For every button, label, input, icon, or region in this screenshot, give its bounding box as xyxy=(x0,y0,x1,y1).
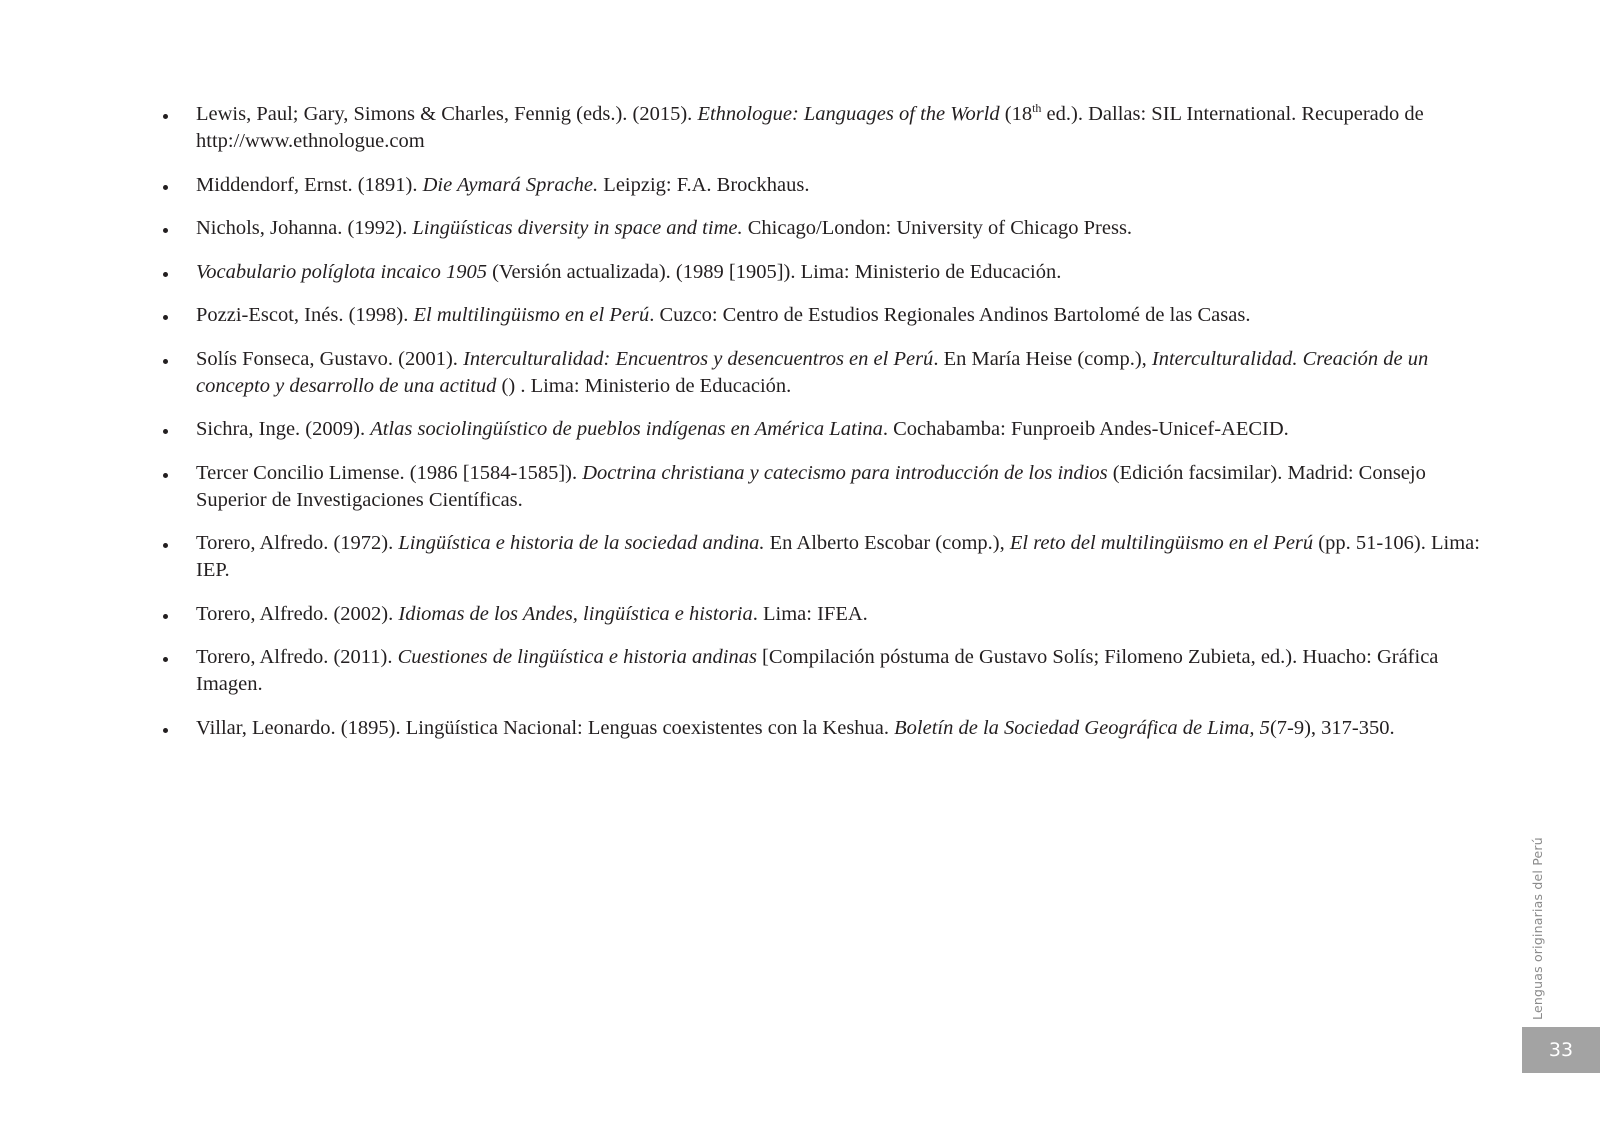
reference-text: . Lima: IFEA. xyxy=(752,602,868,625)
reference-text: . Cochabamba: Funproeib Andes-Unicef-AECID. xyxy=(882,418,1289,440)
reference-title-italic: El reto del multilingüismo en el Perú xyxy=(1009,532,1314,554)
reference-text: Torero, Alfredo. (2002). xyxy=(196,602,399,625)
reference-item xyxy=(158,302,1490,329)
reference-item xyxy=(158,101,1490,155)
reference-item xyxy=(158,215,1490,242)
reference-text: En Alberto Escobar (comp.), xyxy=(764,532,1010,554)
superscript-text: th xyxy=(1032,101,1042,116)
reference-item xyxy=(158,715,1490,742)
reference-text: Chicago/London: University of Chicago Press. xyxy=(742,217,1133,239)
reference-item xyxy=(158,346,1490,400)
reference-text: (18 xyxy=(999,103,1033,125)
reference-text: Torero, Alfredo. (2011). xyxy=(196,646,398,668)
reference-item xyxy=(158,172,1490,199)
reference-text: (Edición facsimilar). Madrid: Consejo Superior de Investigaciones Científicas. xyxy=(196,461,1426,511)
reference-list xyxy=(158,101,1490,758)
reference-title-italic: Cuestiones de lingüística e historia andinas xyxy=(397,646,757,668)
reference-text: Nichols, Johanna. (1992). xyxy=(196,217,413,239)
reference-text: (pp. 51-106). Lima: IEP. xyxy=(196,532,1480,581)
reference-title-italic: Atlas sociolingüístico de pueblos indígenas en América Latina xyxy=(370,418,883,440)
reference-title-italic: Lingüísticas diversity in space and time. xyxy=(412,217,743,239)
reference-text: Tercer Concilio Limense. (1986 [1584-1585]). xyxy=(196,461,583,484)
reference-item xyxy=(158,259,1490,286)
reference-text: Villar, Leonardo. (1895). Lingüística Nacional: Lenguas coexistentes con la Keshua. xyxy=(196,716,895,739)
reference-text: . Cuzco: Centro de Estudios Regionales Andinos Bartolomé de las Casas. xyxy=(649,304,1251,326)
reference-text: ed.). Dallas: SIL International. Recuperado de http://www.ethnologue.com xyxy=(196,103,1424,152)
reference-text: [Compilación póstuma de Gustavo Solís; Filomeno Zubieta, ed.). Huacho: Gráfica Imagen. xyxy=(196,646,1439,695)
reference-text: Solís Fonseca, Gustavo. (2001). xyxy=(196,347,464,370)
reference-text: Sichra, Inge. (2009). xyxy=(196,418,371,440)
reference-item xyxy=(158,644,1490,698)
reference-item xyxy=(158,601,1490,628)
reference-text: Leipzig: F.A. Brockhaus. xyxy=(598,173,810,196)
page-number-text: 33 xyxy=(1548,1039,1574,1061)
reference-text: () . Lima: Ministerio de Educación. xyxy=(496,374,792,397)
reference-item xyxy=(158,416,1490,443)
reference-item xyxy=(158,530,1490,584)
reference-title-italic: Lingüística e historia de la sociedad andina. xyxy=(398,532,765,554)
reference-text: . En María Heise (comp.), xyxy=(933,347,1152,370)
reference-title-italic: Idiomas de los Andes, lingüística e historia xyxy=(398,602,753,625)
reference-title-italic: Doctrina christiana y catecismo para introducción de los indios xyxy=(582,461,1108,484)
reference-text: (7-9), 317-350. xyxy=(1269,716,1395,739)
reference-item xyxy=(158,460,1490,514)
reference-text: (Versión actualizada). (1989 [1905]). Lima: Ministerio de Educación. xyxy=(486,260,1062,283)
reference-text: Middendorf, Ernst. (1891). xyxy=(196,173,423,196)
page-number xyxy=(1522,1027,1600,1073)
reference-title-italic: Ethnologue: Languages of the World xyxy=(697,103,1000,125)
reference-title-italic: El multilingüismo en el Perú xyxy=(413,304,650,326)
reference-text: Lewis, Paul; Gary, Simons & Charles, Fennig (eds.). (2015). xyxy=(196,103,698,125)
reference-text: Torero, Alfredo. (1972). xyxy=(196,532,399,554)
reference-title-italic: Die Aymará Sprache. xyxy=(422,173,599,196)
reference-title-italic: Boletín de la Sociedad Geográfica de Lima, 5 xyxy=(894,716,1270,739)
reference-title-italic: Interculturalidad. Creación de un concepto y desarrollo de una actitud xyxy=(196,347,1429,397)
reference-text: Pozzi-Escot, Inés. (1998). xyxy=(196,304,414,326)
reference-title-italic: Vocabulario políglota incaico 1905 xyxy=(196,260,487,283)
running-title: Lenguas originarias del Perú xyxy=(1530,837,1545,1020)
reference-title-italic: Interculturalidad: Encuentros y desencuentros en el Perú xyxy=(463,347,934,370)
